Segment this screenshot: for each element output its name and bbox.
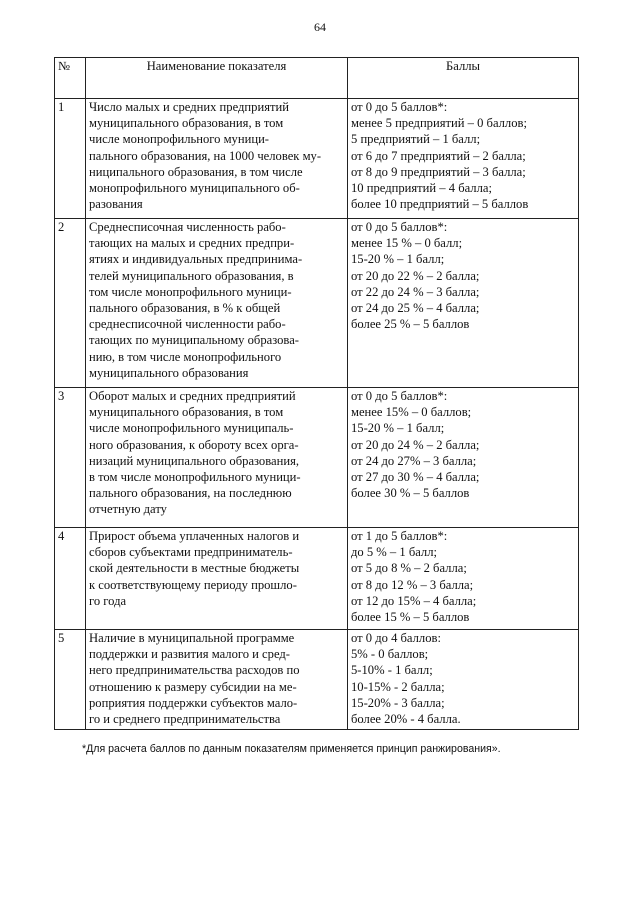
score-cell (348, 388, 579, 528)
row-number: 2 (55, 219, 86, 388)
text-line: роприятия поддержки субъектов мало- (89, 695, 298, 710)
indicator-name (86, 219, 348, 388)
text-line: менее 15 % – 0 балл; (351, 236, 463, 251)
text-line: Оборот малых и средних предприятий (89, 389, 296, 403)
row-number: 5 (55, 630, 86, 730)
text-line: 5-10% - 1 балл; (351, 663, 433, 678)
table-row (55, 388, 579, 528)
indicator-name (86, 528, 348, 630)
text-line: от 5 до 8 % – 2 балла; (351, 561, 467, 576)
text-line: от 12 до 15% – 4 балла; (351, 593, 477, 608)
text-line: монопрофильного муниципального об- (89, 181, 300, 196)
page-number: 64 (314, 20, 326, 34)
text-line: от 0 до 5 баллов*: (351, 220, 448, 234)
text-line: тающих на малых и средних предпри- (89, 236, 295, 251)
text-line: более 25 % – 5 баллов (351, 317, 470, 332)
row-number: 1 (55, 99, 86, 219)
text-line: 10-15% - 2 балла; (351, 679, 445, 694)
text-line: ской деятельности в местные бюджеты (89, 561, 300, 576)
text-line: муниципального образования, в том (89, 116, 284, 131)
text-line: среднесписочной численности рабо- (89, 317, 286, 332)
text-line: Наличие в муниципальной программе (89, 631, 295, 645)
text-line: от 24 до 25 % – 4 балла; (351, 301, 480, 316)
text-line: от 6 до 7 предприятий – 2 балла; (351, 148, 526, 163)
indicator-name (86, 99, 348, 219)
text-line: ного образования, к обороту всех орга- (89, 437, 299, 452)
table-row (55, 630, 579, 730)
text-line: разования (89, 197, 143, 212)
text-line: 15-20% - 3 балла; (351, 695, 445, 710)
text-line: от 20 до 22 % – 2 балла; (351, 268, 480, 283)
text-line: пального образования, на 1000 человек му- (89, 148, 322, 163)
text-line: поддержки и развития малого и сред- (89, 647, 290, 662)
table-row (55, 99, 579, 219)
text-line: 15-20 % – 1 балл; (351, 421, 445, 436)
text-line: более 30 % – 5 баллов (351, 486, 470, 501)
text-line: низаций муниципального образования, (89, 453, 300, 468)
text-line: от 8 до 12 % – 3 балла; (351, 577, 474, 592)
text-line: от 0 до 5 баллов*: (351, 100, 448, 114)
text-line: Прирост объема уплаченных налогов и (89, 529, 300, 543)
text-line: Число малых и средних предприятий (89, 100, 289, 114)
text-line: от 22 до 24 % – 3 балла; (351, 284, 480, 299)
text-line: отношению к размеру субсидии на ме- (89, 679, 297, 694)
text-line: от 0 до 4 баллов: (351, 631, 441, 645)
text-line: менее 5 предприятий – 0 баллов; (351, 116, 527, 131)
text-line: го года (89, 593, 127, 608)
indicator-name (86, 388, 348, 528)
text-line: от 8 до 9 предприятий – 3 балла; (351, 164, 526, 179)
text-line: го и среднего предпринимательства (89, 712, 281, 727)
text-line: тающих по муниципальному образова- (89, 333, 299, 348)
text-line: более 15 % – 5 баллов (351, 610, 470, 625)
text-line: к соответствующему периоду прошло- (89, 577, 297, 592)
table-header-row (55, 58, 579, 99)
indicators-table (54, 57, 579, 730)
footnote: *Для расчета баллов по данным показателям применяется принцип ранжирования». (82, 743, 501, 755)
text-line: 5 предприятий – 1 балл; (351, 132, 481, 147)
score-cell (348, 99, 579, 219)
text-line: от 24 до 27% – 3 балла; (351, 453, 477, 468)
text-line: менее 15% – 0 баллов; (351, 405, 472, 420)
text-line: него предпринимательства расходов по (89, 663, 300, 678)
text-line: до 5 % – 1 балл; (351, 545, 438, 560)
score-cell (348, 528, 579, 630)
text-line: отчетную дату (89, 502, 167, 517)
text-line: пального образования, на последнюю (89, 486, 292, 501)
text-line: числе монопрофильного муници- (89, 132, 270, 147)
header-indicator-name: Наименование показателя (86, 58, 348, 99)
header-number: № (55, 58, 86, 99)
text-line: более 10 предприятий – 5 баллов (351, 197, 529, 212)
score-cell (348, 630, 579, 730)
text-line: ниципального образования, в том числе (89, 164, 303, 179)
text-line: ятиях и индивидуальных предпринима- (89, 252, 303, 267)
text-line: от 27 до 30 % – 4 балла; (351, 470, 480, 485)
text-line: числе монопрофильного муниципаль- (89, 421, 294, 436)
score-cell (348, 219, 579, 388)
header-score: Баллы (348, 58, 579, 99)
text-line: муниципального образования, в том (89, 405, 284, 420)
text-line: от 20 до 24 % – 2 балла; (351, 437, 480, 452)
text-line: пального образования, в % к общей (89, 301, 281, 316)
text-line: от 1 до 5 баллов*: (351, 529, 448, 543)
table-row (55, 528, 579, 630)
text-line: телей муниципального образования, в (89, 268, 294, 283)
table-row (55, 219, 579, 388)
text-line: нию, в том числе монопрофильного (89, 349, 282, 364)
text-line: в том числе монопрофильного муници- (89, 470, 301, 485)
text-line: сборов субъектами предприниматель- (89, 545, 293, 560)
row-number: 4 (55, 528, 86, 630)
text-line: 5% - 0 баллов; (351, 647, 429, 662)
text-line: от 0 до 5 баллов*: (351, 389, 448, 403)
text-line: том числе монопрофильного муници- (89, 284, 292, 299)
row-number: 3 (55, 388, 86, 528)
text-line: 15-20 % – 1 балл; (351, 252, 445, 267)
indicator-name (86, 630, 348, 730)
text-line: 10 предприятий – 4 балла; (351, 181, 492, 196)
text-line: более 20% - 4 балла. (351, 712, 461, 727)
text-line: Среднесписочная численность рабо- (89, 220, 286, 234)
text-line: муниципального образования (89, 365, 249, 380)
